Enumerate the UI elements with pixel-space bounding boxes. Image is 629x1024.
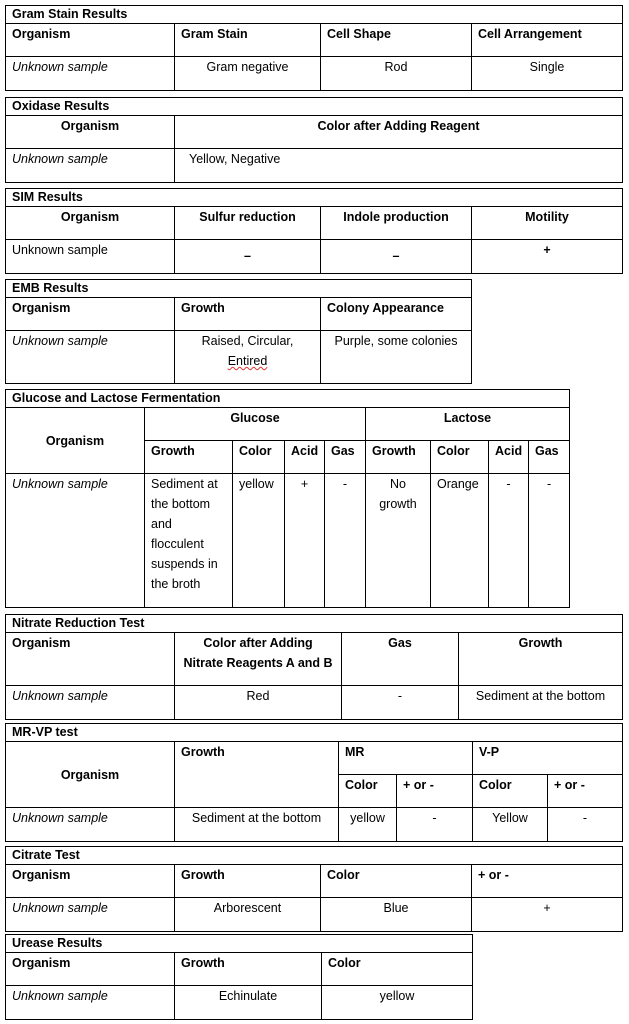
header-color-line-2: Nitrate Reagents A and B bbox=[183, 656, 333, 670]
header-cell-arrangement: Cell Arrangement bbox=[472, 24, 623, 57]
glucose-growth-line: and bbox=[151, 517, 172, 531]
header-color-after-nitrate bbox=[175, 633, 342, 686]
organism-cell: Unknown sample bbox=[6, 331, 175, 384]
sulfur-reduction-value: – bbox=[175, 240, 321, 274]
header-gram-stain: Gram Stain bbox=[175, 24, 321, 57]
glucose-growth-line: Sediment at bbox=[151, 477, 218, 491]
header-mr: MR bbox=[339, 742, 473, 775]
organism-cell: Unknown sample bbox=[6, 898, 175, 932]
nitrate-color-value: Red bbox=[175, 686, 342, 720]
indole-production-value: – bbox=[321, 240, 472, 274]
vp-color-value: Yellow bbox=[473, 808, 548, 842]
header-color: Color bbox=[322, 953, 473, 986]
nitrate-section bbox=[5, 614, 623, 720]
header-growth: Growth bbox=[175, 742, 339, 808]
lactose-color-value: Orange bbox=[431, 474, 489, 608]
oxidase-table bbox=[5, 97, 623, 183]
mrvp-growth-value: Sediment at the bottom bbox=[175, 808, 339, 842]
fermentation-section bbox=[5, 389, 570, 608]
citrate-color-value: Blue bbox=[321, 898, 472, 932]
organism-cell: Unknown sample bbox=[6, 474, 145, 608]
organism-cell: Unknown sample bbox=[6, 149, 175, 183]
nitrate-table bbox=[5, 614, 623, 720]
mr-color-value: yellow bbox=[339, 808, 397, 842]
glucose-growth-value bbox=[145, 474, 233, 608]
organism-cell: Unknown sample bbox=[6, 240, 175, 274]
header-growth: Growth bbox=[175, 865, 321, 898]
header-result: + or - bbox=[472, 865, 623, 898]
header-lactose-gas: Gas bbox=[529, 441, 570, 474]
header-indole-production: Indole production bbox=[321, 207, 472, 240]
header-organism: Organism bbox=[6, 116, 175, 149]
header-motility: Motility bbox=[472, 207, 623, 240]
sim-section bbox=[5, 188, 623, 274]
emb-table bbox=[5, 279, 472, 384]
header-glucose-color: Color bbox=[233, 441, 285, 474]
header-lactose-growth: Growth bbox=[366, 441, 431, 474]
emb-section bbox=[5, 279, 472, 384]
lactose-growth-line: No bbox=[390, 477, 406, 491]
organism-cell: Unknown sample bbox=[6, 986, 175, 1020]
colony-appearance-value: Purple, some colonies bbox=[321, 331, 472, 384]
header-colony-appearance: Colony Appearance bbox=[321, 298, 472, 331]
oxidase-title: Oxidase Results bbox=[6, 98, 623, 116]
sim-table bbox=[5, 188, 623, 274]
header-color: Color bbox=[321, 865, 472, 898]
sim-title: SIM Results bbox=[6, 189, 623, 207]
gram-stain-table bbox=[5, 5, 623, 91]
urease-color-value: yellow bbox=[322, 986, 473, 1020]
header-organism: Organism bbox=[6, 207, 175, 240]
header-organism: Organism bbox=[6, 865, 175, 898]
gram-stain-section bbox=[5, 5, 623, 91]
header-lactose-color: Color bbox=[431, 441, 489, 474]
citrate-title: Citrate Test bbox=[6, 847, 623, 865]
lactose-acid-value: - bbox=[489, 474, 529, 608]
header-organism: Organism bbox=[6, 633, 175, 686]
header-glucose: Glucose bbox=[145, 408, 366, 441]
motility-value: + bbox=[472, 240, 623, 274]
mrvp-section bbox=[5, 723, 623, 842]
header-growth: Growth bbox=[175, 298, 321, 331]
header-vp: V-P bbox=[473, 742, 623, 775]
fermentation-table bbox=[5, 389, 570, 608]
header-lactose: Lactose bbox=[366, 408, 570, 441]
oxidase-color-value: Yellow, Negative bbox=[175, 149, 623, 183]
urease-table bbox=[5, 934, 473, 1020]
cell-arrangement-value: Single bbox=[472, 57, 623, 91]
header-color-after-reagent: Color after Adding Reagent bbox=[175, 116, 623, 149]
citrate-result-value: + bbox=[472, 898, 623, 932]
urease-title: Urease Results bbox=[6, 935, 473, 953]
nitrate-growth-value: Sediment at the bottom bbox=[459, 686, 623, 720]
glucose-gas-value: - bbox=[325, 474, 366, 608]
header-organism: Organism bbox=[6, 298, 175, 331]
emb-title: EMB Results bbox=[6, 280, 472, 298]
header-growth: Growth bbox=[459, 633, 623, 686]
citrate-section bbox=[5, 846, 623, 932]
header-cell-shape: Cell Shape bbox=[321, 24, 472, 57]
organism-cell: Unknown sample bbox=[6, 808, 175, 842]
vp-result-value: - bbox=[548, 808, 623, 842]
emb-growth-line-1: Raised, Circular, bbox=[201, 334, 294, 348]
nitrate-gas-value: - bbox=[342, 686, 459, 720]
header-growth: Growth bbox=[175, 953, 322, 986]
glucose-color-value: yellow bbox=[233, 474, 285, 608]
glucose-acid-value: + bbox=[285, 474, 325, 608]
lactose-gas-value: - bbox=[529, 474, 570, 608]
header-color-line-1: Color after Adding bbox=[203, 636, 313, 650]
glucose-growth-line: suspends in bbox=[151, 557, 218, 571]
header-sulfur-reduction: Sulfur reduction bbox=[175, 207, 321, 240]
mrvp-title: MR-VP test bbox=[6, 724, 623, 742]
header-mr-color: Color bbox=[339, 775, 397, 808]
glucose-growth-line: the broth bbox=[151, 577, 201, 591]
gram-stain-title: Gram Stain Results bbox=[6, 6, 623, 24]
gram-stain-value: Gram negative bbox=[175, 57, 321, 91]
header-organism: Organism bbox=[6, 408, 145, 474]
header-vp-color: Color bbox=[473, 775, 548, 808]
nitrate-title: Nitrate Reduction Test bbox=[6, 615, 623, 633]
emb-growth-value bbox=[175, 331, 321, 384]
cell-shape-value: Rod bbox=[321, 57, 472, 91]
header-mr-result: + or - bbox=[397, 775, 473, 808]
lactose-growth-line: growth bbox=[379, 497, 417, 511]
header-lactose-acid: Acid bbox=[489, 441, 529, 474]
organism-cell: Unknown sample bbox=[6, 57, 175, 91]
emb-growth-line-2: Entired bbox=[227, 354, 268, 368]
citrate-growth-value: Arborescent bbox=[175, 898, 321, 932]
header-gas: Gas bbox=[342, 633, 459, 686]
oxidase-section bbox=[5, 97, 623, 183]
header-organism: Organism bbox=[6, 24, 175, 57]
citrate-table bbox=[5, 846, 623, 932]
urease-growth-value: Echinulate bbox=[175, 986, 322, 1020]
header-organism: Organism bbox=[6, 742, 175, 808]
mr-result-value: - bbox=[397, 808, 473, 842]
mrvp-table bbox=[5, 723, 623, 842]
header-glucose-gas: Gas bbox=[325, 441, 366, 474]
header-glucose-growth: Growth bbox=[145, 441, 233, 474]
header-organism: Organism bbox=[6, 953, 175, 986]
header-glucose-acid: Acid bbox=[285, 441, 325, 474]
fermentation-title: Glucose and Lactose Fermentation bbox=[6, 390, 570, 408]
glucose-growth-line: the bottom bbox=[151, 497, 211, 511]
organism-cell: Unknown sample bbox=[6, 686, 175, 720]
lactose-growth-value bbox=[366, 474, 431, 608]
glucose-growth-line: flocculent bbox=[151, 537, 204, 551]
urease-section bbox=[5, 934, 473, 1020]
header-vp-result: + or - bbox=[548, 775, 623, 808]
